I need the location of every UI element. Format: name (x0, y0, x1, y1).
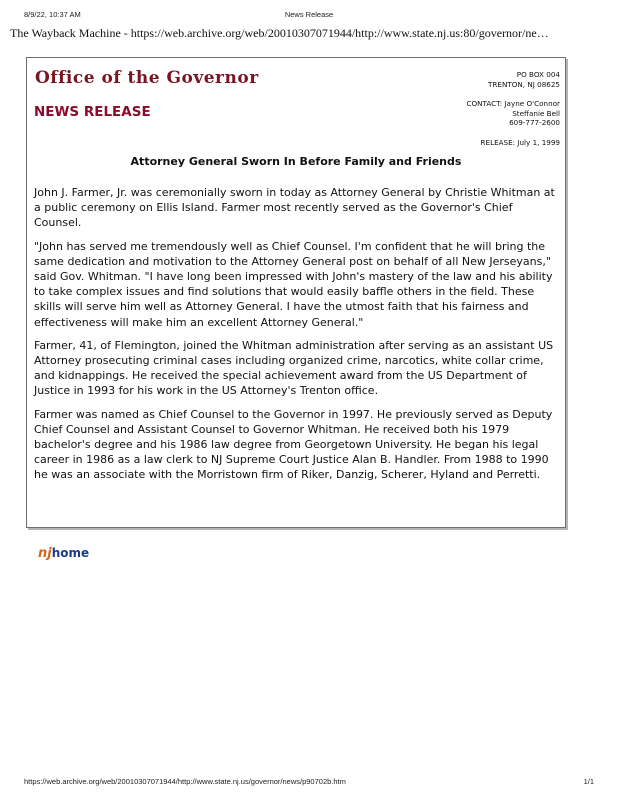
nj-logo-text: nj (38, 546, 52, 561)
address-line: PO BOX 004 (516, 70, 560, 79)
nj-home-link[interactable] (38, 546, 89, 561)
release-date: RELEASE: July 1, 1999 (480, 137, 560, 147)
contact-line: Steffanie Bell (512, 108, 560, 118)
office-of-governor-title: Office of the Governor (35, 68, 259, 88)
body-paragraph: Farmer, 41, of Flemington, joined the Whitman administration after serving as an assistant US Attorney prosecuting criminal cases including organized crime, narcotics, white collar crime, and kidnappings. He received the special achievement award from the US Department of Justice in 1993 for his work in the US Attorney's Trenton office. (34, 338, 554, 398)
news-release-box (26, 57, 566, 528)
headline: Attorney General Sworn In Before Family and Friends (130, 155, 462, 168)
print-footer-url: https://web.archive.org/web/20010307071944/http://www.state.nj.us/governor/news/p90702b.htm (24, 777, 346, 786)
contact-line: CONTACT: Jayne O'Connor (466, 99, 560, 108)
page-number: 1/1 (583, 777, 594, 786)
address-line: TRENTON, NJ 08625 (488, 79, 560, 89)
body-paragraph: John J. Farmer, Jr. was ceremonially sworn in today as Attorney General by Christie Whitman at a public ceremony on Ellis Island. Farmer most recently served as the Governor's Chief Counsel. (34, 186, 555, 230)
body-paragraph: "John has served me tremendously well as Chief Counsel. I'm confident that he will bring the same dedication and motivation to the Attorney General post on behalf of all New Jerseyans," said Gov. Whitman. "I have long been impressed with John's mastery of the law and his ability to take complex issues and find solutions that would easily baffle others in the field. These skills will serve him well as Attorney General. I have the utmost faith that his fairness and effectiveness will make him an excellent Attorney General." (34, 239, 553, 329)
print-header (24, 10, 594, 22)
home-link-text: home (51, 546, 90, 560)
print-datetime: 8/9/22, 10:37 AM (24, 10, 81, 19)
print-title: News Release (284, 10, 334, 19)
contact-block (360, 70, 560, 147)
release-body (34, 185, 560, 491)
news-release-label: NEWS RELEASE (34, 104, 151, 120)
body-paragraph: Farmer was named as Chief Counsel to the Governor in 1997. He previously served as Deputy Chief Counsel and Assistant Counsel to Governor Whitman. He received both his 1979 bachelor's degree and his 1986 law degree from Georgetown University. He began his legal career in 1986 as a law clerk to NJ Supreme Court Justice Alan B. Handler. From 1988 to 1990 he was an associate with the Morristown firm of Riker, Danzig, Scherer, Hyland and Perretti. (34, 407, 553, 482)
wayback-banner: The Wayback Machine - https://web.archive.org/web/20010307071944/http://www.state.nj.us:80/governor/ne… (10, 26, 549, 40)
contact-line: 609-777-2600 (509, 118, 560, 127)
